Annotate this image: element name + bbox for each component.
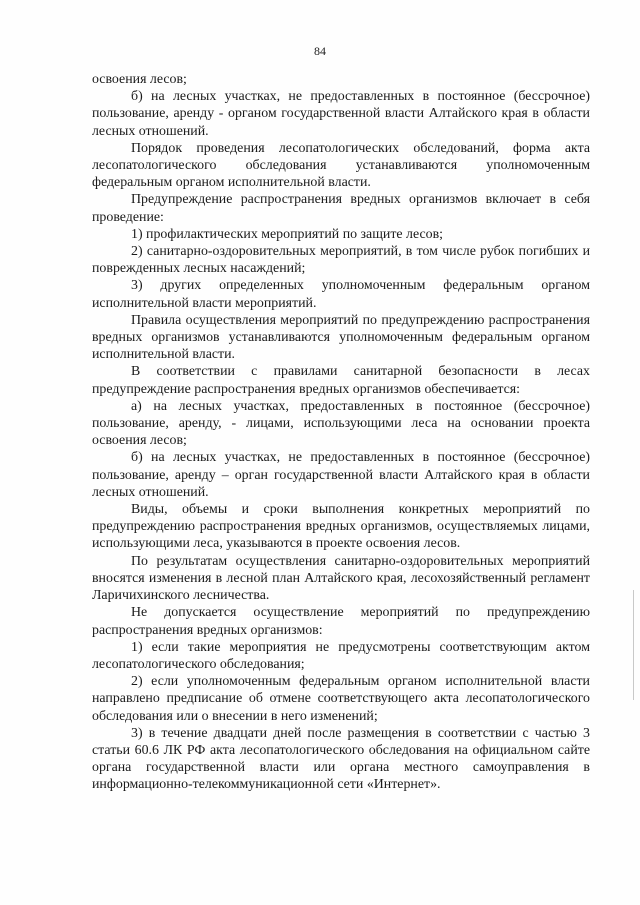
scan-edge-mark bbox=[633, 590, 634, 700]
paragraph-7: 3) других определенных уполномоченным федеральным органом исполнительной власти мероприятий. bbox=[92, 278, 590, 311]
page-number: 84 bbox=[314, 44, 326, 58]
paragraph-2: б) на лесных участках, не предоставленных в постоянное (бессрочное) пользование, аренду - органом государственной власти Алтайского края в области лесных отношений. bbox=[92, 89, 590, 139]
paragraph-10: а) на лесных участках, предоставленных в постоянное (бессрочное) пользование, аренду, - лицами, использующими леса на основании проекта освоения лесов; bbox=[92, 398, 590, 449]
paragraph-9: В соответствии с правилами санитарной безопасности в лесах предупреждение распространения вредных организмов обеспечивается: bbox=[92, 364, 590, 397]
document-body bbox=[92, 71, 590, 794]
paragraph-6: 2) санитарно-оздоровительных мероприятий, в том числе рубок погибших и поврежденных лесных насаждений; bbox=[92, 244, 590, 277]
paragraph-8: Правила осуществления мероприятий по предупреждению распространения вредных организмов устанавливаются уполномоченным федеральным органом исполнительной власти. bbox=[92, 312, 590, 363]
paragraph-14: Не допускается осуществление мероприятий по предупреждению распространения вредных организмов: bbox=[92, 605, 590, 638]
paragraph-3: Порядок проведения лесопатологических обследований, форма акта лесопатологического обследования устанавливаются уполномоченным федеральным органом исполнительной власти. bbox=[92, 140, 590, 191]
paragraph-5: 1) профилактических мероприятий по защите лесов; bbox=[131, 226, 444, 242]
paragraph-13: По результатам осуществления санитарно-оздоровительных мероприятий вносятся изменения в лесной план Алтайского края, лесохозяйственный регламент Ларичихинского лесничества. bbox=[92, 553, 590, 604]
paragraph-4: Предупреждение распространения вредных организмов включает в себя проведение: bbox=[92, 192, 590, 225]
paragraph-1: освоения лесов; bbox=[92, 72, 187, 87]
paragraph-15: 1) если такие мероприятия не предусмотрены соответствующим актом лесопатологического обследования; bbox=[92, 639, 590, 672]
paragraph-16: 2) если уполномоченным федеральным органом исполнительной власти направлено предписание об отмене соответствующего акта лесопатологического обследования или о внесении в него изменений; bbox=[92, 674, 590, 724]
paragraph-17: 3) в течение двадцати дней после размещения в соответствии с частью 3 статьи 60.6 ЛК РФ акта лесопатологического обследования на официальном сайте органа государственной власти или органа местного самоуправления в информационно-телекоммуникационной сети «Интернет». bbox=[92, 725, 590, 793]
paragraph-11: б) на лесных участках, не предоставленных в постоянное (бессрочное) пользование, аренду – орган государственной власти Алтайского края в области лесных отношений. bbox=[92, 450, 590, 500]
paragraph-12: Виды, объемы и сроки выполнения конкретных мероприятий по предупреждению распространения вредных организмов, осуществляемых лицами, использующими леса, указываются в проекте освоения лесов. bbox=[92, 502, 590, 552]
